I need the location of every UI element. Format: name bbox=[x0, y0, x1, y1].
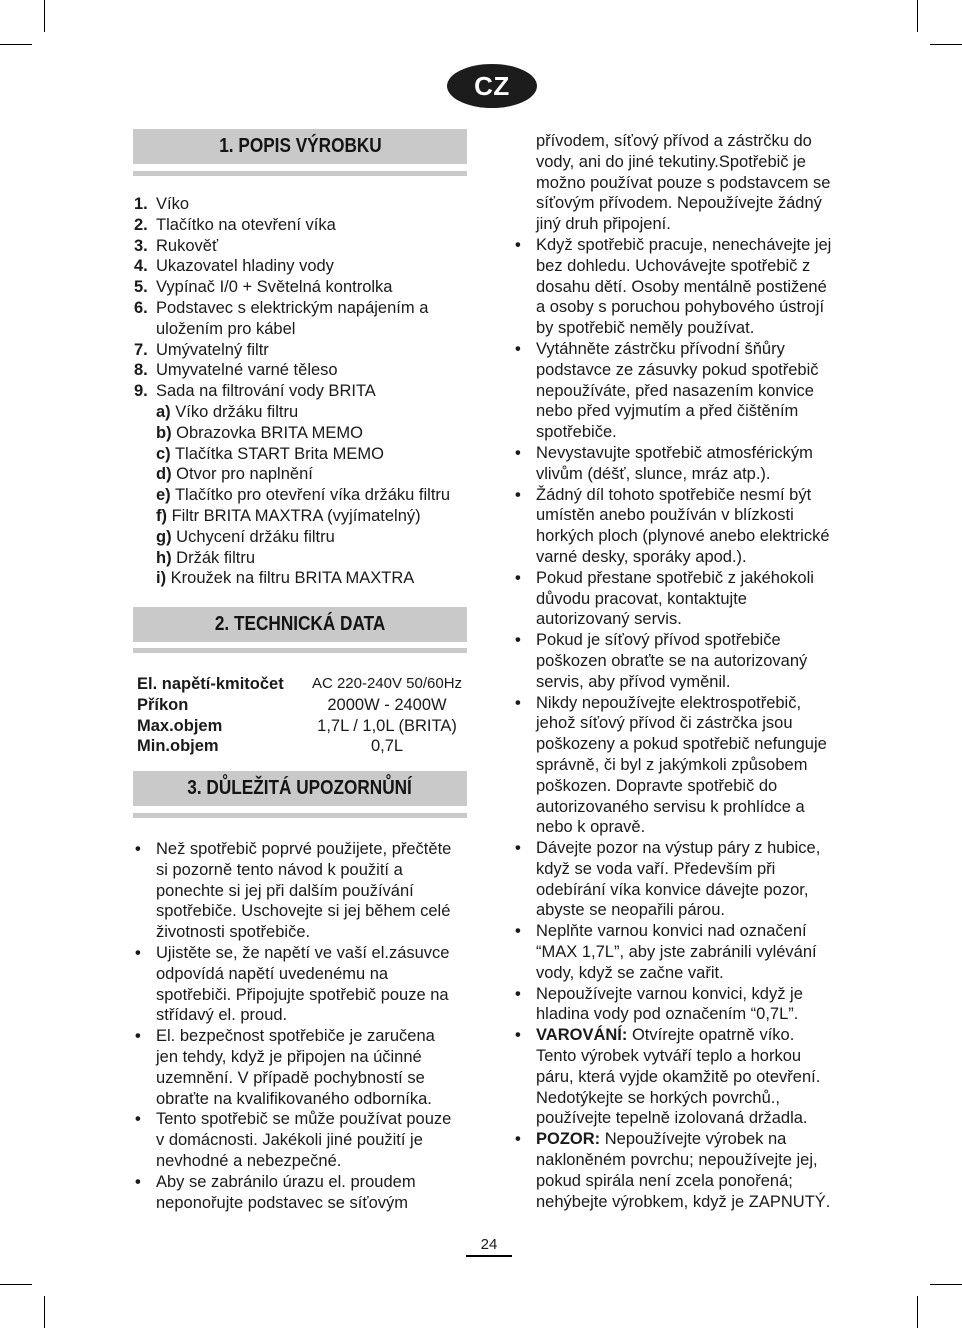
parts-list-item bbox=[134, 319, 474, 340]
item-number: 1. bbox=[134, 195, 148, 213]
warning-text bbox=[536, 443, 850, 485]
warning-text bbox=[536, 485, 850, 568]
bullet-icon: • bbox=[135, 840, 141, 858]
bullet-icon: • bbox=[515, 443, 521, 462]
item-number: 7. bbox=[134, 340, 148, 359]
subparts-list-item bbox=[134, 506, 474, 527]
warning-body: Pokud je síťový přívod spotřebiče poškozen obraťte se na autorizovaný servis, aby přívod vyměnil. bbox=[536, 631, 808, 691]
subitem-letter: c) bbox=[156, 444, 171, 463]
warning-text bbox=[536, 1129, 850, 1212]
subitem-letter: i) bbox=[156, 569, 167, 588]
warning-item bbox=[515, 1129, 850, 1212]
tech-value: 2000W - 2400W bbox=[327, 695, 447, 714]
item-text: Sada na filtrování vody BRITA bbox=[156, 382, 376, 401]
section-rule bbox=[133, 813, 467, 818]
subitem-text: Obrazovka BRITA MEMO bbox=[171, 423, 363, 442]
warning-item bbox=[515, 485, 850, 568]
section-rule bbox=[133, 648, 467, 653]
bullet-icon: • bbox=[515, 339, 521, 358]
warning-item bbox=[515, 838, 850, 921]
warning-body: Neplňte varnou konvici nad označení “MAX 1,7L”, aby jste zabránili vylévání vody, když se začne vařit. bbox=[536, 922, 817, 982]
tech-data-row bbox=[137, 674, 467, 695]
parts-list bbox=[134, 194, 474, 589]
warning-text bbox=[536, 984, 850, 1026]
subitem-text: Filtr BRITA MAXTRA (vyjímatelný) bbox=[167, 506, 421, 525]
tech-label: El. napětí-kmitočet bbox=[137, 675, 284, 693]
tech-value: 1,7L / 1,0L (BRITA) bbox=[317, 716, 457, 735]
warning-item bbox=[515, 443, 850, 485]
warning-text bbox=[536, 630, 850, 692]
warning-body: Otvírejte opatrně víko. Tento výrobek vytváří teplo a horkou páru, která vyjde okamžitě po otevření. Nedotýkejte se horkých povrchů., používejte tepelně izolovaná držadla. bbox=[536, 1026, 821, 1128]
warning-text bbox=[536, 568, 850, 630]
section-header-upozorneni: 3. DŮLEŽITÁ UPOZORNŮNÍ bbox=[133, 771, 467, 806]
page-number: 24 bbox=[480, 1236, 498, 1253]
parts-list-item bbox=[134, 340, 474, 361]
item-text: Podstavec s elektrickým napájením a bbox=[156, 298, 429, 317]
parts-list-item bbox=[134, 277, 474, 298]
page-number-rule bbox=[466, 1255, 512, 1257]
subparts-list-item bbox=[134, 568, 474, 589]
parts-list-item bbox=[134, 215, 474, 236]
subparts-list-item bbox=[134, 402, 474, 423]
warnings-right-column bbox=[515, 131, 850, 1212]
warning-item bbox=[515, 568, 850, 630]
item-number: 9. bbox=[134, 382, 148, 401]
bullet-icon: • bbox=[135, 1027, 141, 1046]
warning-body: Když spotřebič pracuje, nenechávejte jej bez dohledu. Uchovávejte spotřebič z dosahu dětí. Osoby mentálně postižené a osoby s poruchou pohybového ústrojí by spotřebič neměly používat. bbox=[536, 235, 832, 338]
item-text: Ukazovatel hladiny vody bbox=[156, 257, 334, 276]
warning-body: Nikdy nepoužívejte elektrospotřebič, jehož síťový přívod či zástrčka jsou poškozeny a pokud spotřebič nefunguje správně, či byl z jakýmkoli způsobem poškozen. Dopravte spotřebič do autorizovaného servisu k prohlídce a nebo k opravě. bbox=[536, 693, 827, 837]
warning-body: Nepoužívejte výrobek na nakloněném povrchu; nepoužívejte jej, pokud spirála není zcela ponořená; nehýbejte výrobkem, když je ZAPNUTÝ. bbox=[536, 1130, 831, 1211]
subitem-letter: d) bbox=[156, 465, 172, 484]
crop-mark bbox=[917, 0, 918, 32]
bullet-icon: • bbox=[515, 485, 521, 504]
bullet-icon: • bbox=[515, 568, 521, 587]
warnings-left-column bbox=[135, 839, 475, 1213]
tech-label: Max.objem bbox=[137, 716, 223, 735]
warning-item bbox=[515, 693, 850, 839]
warning-item bbox=[515, 921, 850, 983]
warning-body: Vytáhněte zástrčku přívodní šňůry podstavce ze zásuvky pokud spotřebič nepoužíváte, před nasazením konvice nebo před vyjmutím a před čištěním spotřebiče. bbox=[536, 339, 819, 442]
bullet-icon: • bbox=[515, 984, 521, 1003]
subitem-text: Uchycení držáku filtru bbox=[171, 527, 335, 546]
bullet-icon: • bbox=[515, 631, 521, 650]
item-number: 4. bbox=[134, 257, 148, 276]
warning-item bbox=[135, 1172, 475, 1214]
item-text: Víko bbox=[156, 195, 190, 213]
crop-mark bbox=[44, 0, 45, 32]
parts-list-item bbox=[134, 194, 474, 215]
subparts-list-item bbox=[134, 527, 474, 548]
warning-body: Žádný díl tohoto spotřebiče nesmí být umístěn anebo používán v blízkosti horkých ploch (plynové anebo elektrické varné desky, sporáky apod.). bbox=[536, 485, 830, 566]
parts-list-item bbox=[134, 381, 474, 402]
parts-list-item bbox=[134, 256, 474, 277]
warning-text bbox=[536, 838, 850, 921]
bullet-icon: • bbox=[515, 922, 521, 941]
bullet-icon: • bbox=[135, 943, 141, 962]
crop-mark bbox=[0, 1284, 32, 1285]
item-number: 5. bbox=[134, 278, 148, 297]
crop-mark bbox=[930, 44, 962, 45]
warning-text: Ujistěte se, že napětí ve vaší el.zásuvce odpovídá napětí uvedenému na spotřebiči. Připojujte spotřebič pouze na střídavý el. proud. bbox=[156, 943, 450, 1025]
subparts-list-item bbox=[134, 464, 474, 485]
warning-item bbox=[515, 235, 850, 339]
warning-body: Pokud přestane spotřebič z jakéhokoli důvodu pracovat, kontaktujte autorizovaný servis. bbox=[536, 568, 814, 629]
crop-mark bbox=[930, 1284, 962, 1285]
crop-mark bbox=[0, 44, 32, 45]
item-text: Vypínač I/0 + Světelná kontrolka bbox=[156, 278, 393, 297]
subitem-letter: f) bbox=[156, 506, 167, 525]
item-text: uložením pro kábel bbox=[156, 319, 296, 338]
item-number: 2. bbox=[134, 215, 148, 234]
section-header-popis: 1. POPIS VÝROBKU bbox=[133, 129, 467, 164]
crop-mark bbox=[44, 1296, 45, 1328]
tech-label: Příkon bbox=[137, 695, 189, 714]
warning-body: Nepoužívejte varnou konvici, když je hladina vody pod označením “0,7L”. bbox=[536, 984, 803, 1024]
warning-item bbox=[135, 943, 475, 1026]
subitem-text: Kroužek na filtru BRITA MAXTRA bbox=[166, 569, 415, 588]
parts-list-item bbox=[134, 236, 474, 257]
subitem-letter: e) bbox=[156, 486, 171, 505]
bullet-icon: • bbox=[515, 693, 521, 712]
bullet-icon: • bbox=[515, 1130, 521, 1149]
warning-text: Aby se zabránilo úrazu el. proudem neponořujte podstavec se síťovým bbox=[156, 1172, 416, 1212]
warning-text bbox=[536, 921, 850, 983]
parts-list-item bbox=[134, 360, 474, 381]
item-text: Umyvatelné varné těleso bbox=[156, 361, 338, 380]
warning-emphasis: VAROVÁNÍ: bbox=[536, 1026, 628, 1045]
tech-data-table bbox=[137, 674, 467, 757]
item-text: Tlačítko na otevření víka bbox=[156, 215, 336, 234]
tech-data-row bbox=[137, 736, 467, 757]
subitem-text: Držák filtru bbox=[171, 548, 256, 567]
warning-body: Nevystavujte spotřebič atmosférickým vlivům (déšť, slunce, mráz atp.). bbox=[536, 443, 813, 483]
warning-emphasis: POZOR: bbox=[536, 1130, 601, 1149]
subitem-letter: g) bbox=[156, 527, 172, 546]
warning-item bbox=[515, 984, 850, 1026]
warning-text: El. bezpečnost spotřebiče je zaručena jen tehdy, když je připojen na účinné uzemnění. V případě pochybností se obraťte na kvalifikovaného odborníka. bbox=[156, 1027, 435, 1108]
warning-item bbox=[135, 839, 475, 943]
warning-body: Dávejte pozor na výstup páry z hubice, když se voda vaří. Především při odebírání víka konvice dávejte pozor, abyste se neopařili párou. bbox=[536, 839, 821, 920]
warning-item bbox=[515, 1025, 850, 1129]
item-number bbox=[134, 319, 156, 340]
warning-text bbox=[536, 1025, 850, 1129]
tech-value: AC 220-240V 50/60Hz bbox=[311, 675, 463, 692]
warning-text bbox=[536, 235, 850, 339]
warning-text: Než spotřebič poprvé použijete, přečtěte si pozorně tento návod k použití a ponechte si jej při dalším používání spotřebiče. Uschovejte si jej během celé životnosti spotřebiče. bbox=[156, 840, 452, 942]
warning-item bbox=[515, 630, 850, 692]
subitem-text: Víko držáku filtru bbox=[170, 402, 299, 421]
bullet-icon: • bbox=[515, 1026, 521, 1045]
subitem-text: Otvor pro naplnění bbox=[171, 465, 313, 484]
subitem-letter: b) bbox=[156, 423, 172, 442]
warning-item bbox=[135, 1026, 475, 1109]
subparts-list-item bbox=[134, 423, 474, 444]
bullet-icon: • bbox=[515, 235, 521, 254]
warning-text: Tento spotřebič se může používat pouze v domácnosti. Jakékoli jiné použití je nevhodné a nebezpečné. bbox=[156, 1110, 452, 1170]
subitem-text: Tlačítko pro otevření víka držáku filtru bbox=[170, 486, 451, 505]
tech-data-row bbox=[137, 695, 467, 716]
tech-label: Min.objem bbox=[137, 737, 219, 756]
section-header-technicka-data: 2. TECHNICKÁ DATA bbox=[133, 607, 467, 642]
parts-list-item bbox=[134, 298, 474, 319]
warning-text bbox=[536, 339, 850, 443]
subitem-letter: h) bbox=[156, 548, 172, 567]
warning-item bbox=[135, 1109, 475, 1171]
continued-paragraph: přívodem, síťový přívod a zástrčku do vody, ani do jiné tekutiny.Spotřebič je možno používat pouze s podstavcem se síťovým přívodem. Nepoužívejte žádný jiný druh připojení. bbox=[536, 132, 831, 234]
bullet-icon: • bbox=[135, 1110, 141, 1129]
item-number: 3. bbox=[134, 236, 148, 255]
bullet-icon: • bbox=[135, 1172, 141, 1191]
tech-data-row bbox=[137, 716, 467, 737]
subparts-list-item bbox=[134, 485, 474, 506]
item-text: Umývatelný filtr bbox=[156, 340, 269, 359]
section-rule bbox=[133, 171, 467, 176]
subparts-list-item bbox=[134, 444, 474, 465]
item-text: Rukověť bbox=[156, 236, 219, 255]
bullet-icon: • bbox=[515, 839, 521, 858]
subitem-letter: a) bbox=[156, 402, 171, 421]
subitem-text: Tlačítka START Brita MEMO bbox=[170, 444, 384, 463]
warning-item bbox=[515, 339, 850, 443]
tech-value: 0,7L bbox=[370, 737, 404, 756]
language-badge: CZ bbox=[447, 64, 537, 108]
item-number: 8. bbox=[134, 361, 148, 380]
subparts-list-item bbox=[134, 548, 474, 569]
item-number: 6. bbox=[134, 298, 148, 317]
crop-mark bbox=[917, 1296, 918, 1328]
warning-text bbox=[536, 693, 850, 839]
